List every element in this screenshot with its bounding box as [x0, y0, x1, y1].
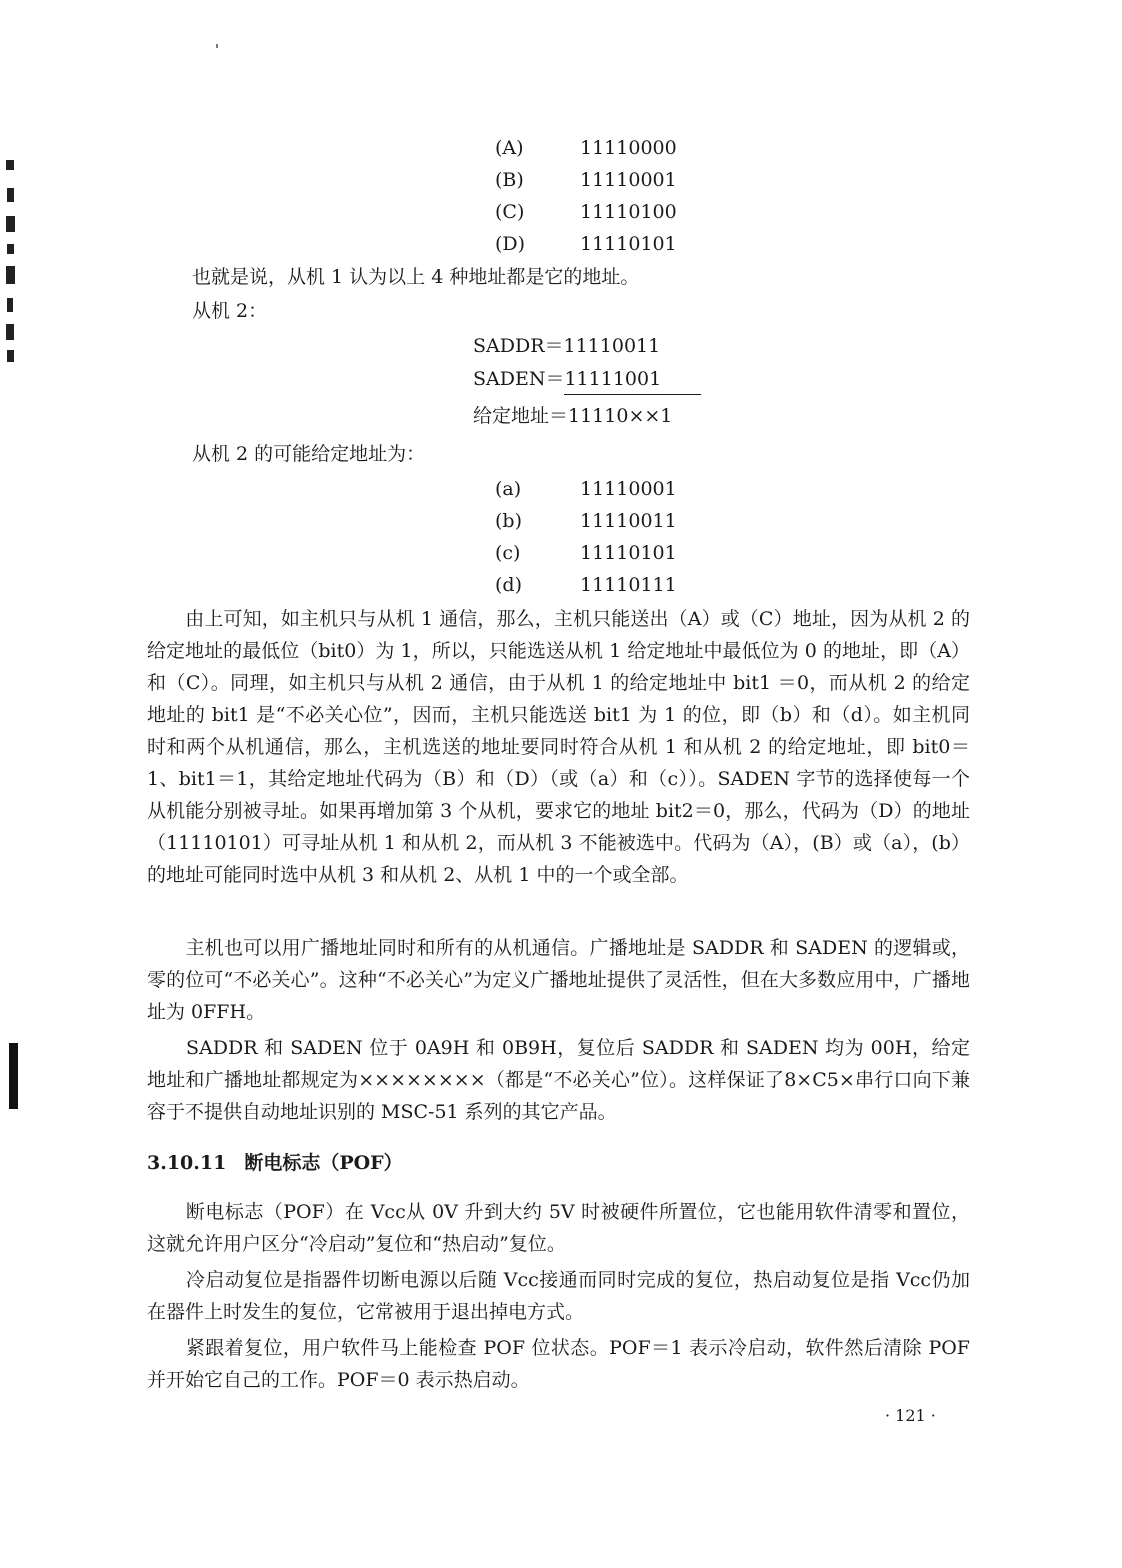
text-line: 也就是说，从机 1 认为以上 4 种地址都是它的地址。 — [192, 266, 640, 288]
address-list-slave1 — [495, 132, 677, 260]
list-item: (d) 11110111 — [495, 574, 677, 596]
paragraph: 紧跟着复位，用户软件马上能检查 POF 位状态。POF＝1 表示冷启动，软件然后清除 POF 并开始它自己的工作。POF＝0 表示热启动。 — [147, 1337, 970, 1391]
list-item: (B) 11110001 — [495, 169, 677, 191]
section-heading: 3.10.11 断电标志（POF） — [147, 1152, 403, 1174]
equation-given-address: 给定地址＝11110××1 — [473, 405, 673, 427]
scan-binding-bar — [9, 1043, 18, 1109]
list-item: (D) 11110101 — [495, 233, 677, 255]
list-item: (a) 11110001 — [495, 478, 677, 500]
text-line: 从机 2 的可能给定地址为： — [192, 443, 426, 465]
scan-speck — [216, 44, 218, 48]
list-item: (c) 11110101 — [495, 542, 677, 564]
scan-margin-mark — [4, 158, 18, 368]
saden-value: 11111001 — [564, 364, 701, 395]
list-item: (b) 11110011 — [495, 510, 677, 532]
paragraph: 由上可知，如主机只与从机 1 通信，那么，主机只能送出（A）或（C）地址，因为从机 2 的给定地址的最低位（bit0）为 1，所以，只能选送从机 1 给定地址中最低位为 0 的地址，即（A）和（C）。同理，如主机只与从机 2 通信，由于从机 1 的给定地址中 bit1 ＝0，而从机 2 的给定地址的 bit1 是“不必关心位”，因而，主机只能选送 bit1 为 1 的位，即（b）和（d）。如主机同时和两个从机通信，那么，主机选送的地址要同时符合从机 1 和从机 2 的给定地址，即 bit0＝1、bit1＝1，其给定地址代码为（B）和（D）（或（a）和（c））。SADEN 字节的选择使每一个从机能分别被寻址。如果再增加第 3 个从机，要求它的地址 bit2＝0，那么，代码为（D）的地址（11110101）可寻址从机 1 和从机 2，而从机 3 不能被选中。代码为（A），(B）或（a），(b）的地址可能同时选中从机 3 和从机 2、从机 1 中的一个或全部。 — [147, 608, 970, 886]
equation-saden: SADEN＝11111001 — [473, 364, 701, 395]
address-list-slave2 — [495, 473, 677, 601]
paragraph: SADDR 和 SADEN 位于 0A9H 和 0B9H，复位后 SADDR 和 SADEN 均为 00H，给定地址和广播地址都规定为××××××××（都是“不必关心”位）。这样保证了8×C5×串行口向下兼容于不提供自动地址识别的 MSC-51 系列的其它产品。 — [147, 1037, 970, 1123]
slave2-label: 从机 2： — [192, 300, 268, 322]
paragraph: 主机也可以用广播地址同时和所有的从机通信。广播地址是 SADDR 和 SADEN 的逻辑或，零的位可“不必关心”。这种“不必关心”为定义广播地址提供了灵活性，但在大多数应用中，广播地址为 0FFH。 — [147, 937, 970, 1023]
page-number: · 121 · — [885, 1406, 936, 1425]
paragraph: 冷启动复位是指器件切断电源以后随 Vcc接通而同时完成的复位，热启动复位是指 Vcc仍加在器件上时发生的复位，它常被用于退出掉电方式。 — [147, 1269, 970, 1323]
paragraph: 断电标志（POF）在 Vcc从 0V 升到大约 5V 时被硬件所置位，它也能用软件清零和置位，这就允许用户区分“冷启动”复位和“热启动”复位。 — [147, 1201, 970, 1255]
list-item: (A) 11110000 — [495, 137, 677, 159]
list-item: (C) 11110100 — [495, 201, 677, 223]
equation-saddr: SADDR＝11110011 — [473, 335, 661, 357]
